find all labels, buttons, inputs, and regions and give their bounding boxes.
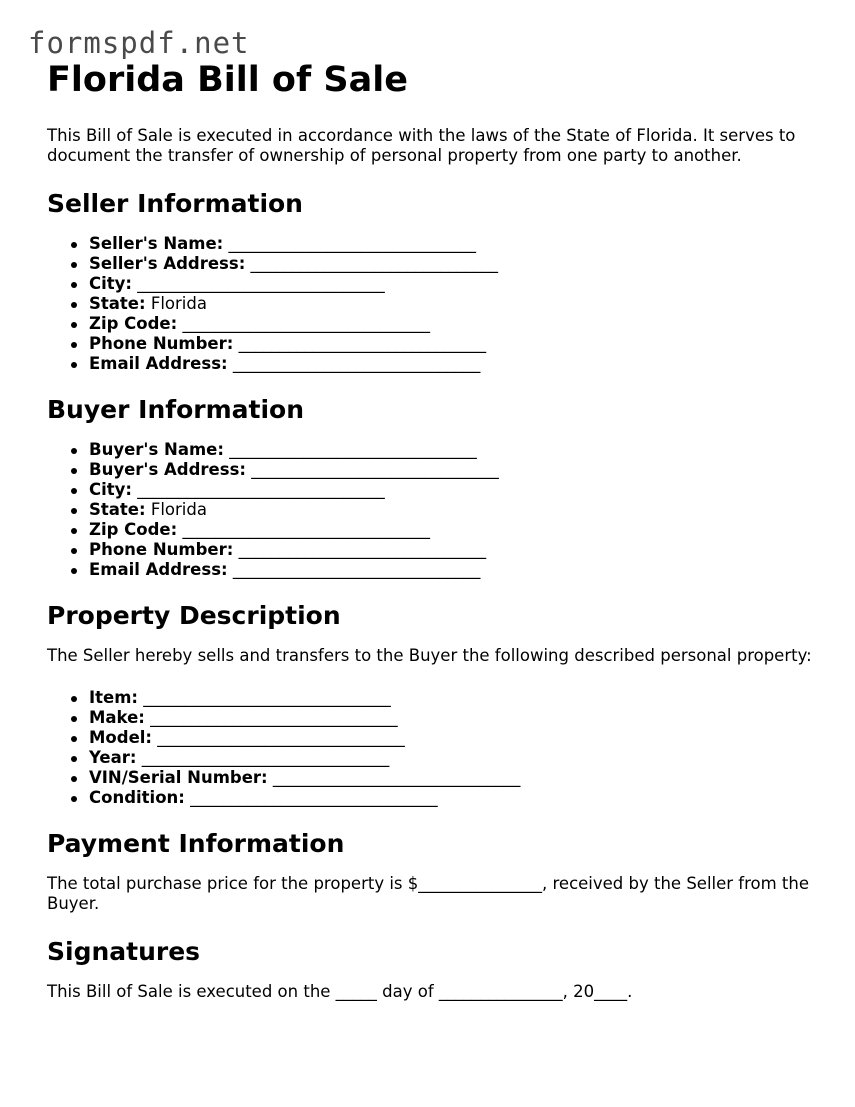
property-intro: The Seller hereby sells and transfers to the Buyer the following described personal property: xyxy=(47,646,812,665)
payment-paragraph: The total purchase price for the property is $_______________, received by the Seller from the Buyer. xyxy=(47,874,810,913)
buyer-city-field[interactable]: City: ______________________________ xyxy=(47,480,827,500)
seller-zip-field[interactable]: Zip Code: ______________________________ xyxy=(47,314,827,334)
seller-field-list xyxy=(47,234,827,374)
property-make-field[interactable]: Make: ______________________________ xyxy=(47,708,827,728)
document-body xyxy=(47,58,827,1024)
watermark: formspdf.net xyxy=(28,26,250,60)
buyer-phone-field[interactable]: Phone Number: ______________________________ xyxy=(47,540,827,560)
seller-city-field[interactable]: City: ______________________________ xyxy=(47,274,827,294)
buyer-state-field: State: Florida xyxy=(47,500,827,520)
buyer-name-field[interactable]: Buyer's Name: ______________________________ xyxy=(47,440,827,460)
buyer-field-list xyxy=(47,440,827,580)
buyer-zip-field[interactable]: Zip Code: ______________________________ xyxy=(47,520,827,540)
buyer-heading: Buyer Information xyxy=(47,395,305,424)
intro-paragraph: This Bill of Sale is executed in accordance with the laws of the State of Florida. It serves to document the transfer of ownership of personal property from one party to another. xyxy=(47,126,796,165)
signatures-heading: Signatures xyxy=(47,937,201,966)
seller-email-field[interactable]: Email Address: ______________________________ xyxy=(47,354,827,374)
buyer-email-field[interactable]: Email Address: ______________________________ xyxy=(47,560,827,580)
property-field-list xyxy=(47,688,827,808)
seller-phone-field[interactable]: Phone Number: ______________________________ xyxy=(47,334,827,354)
property-year-field[interactable]: Year: ______________________________ xyxy=(47,748,827,768)
property-item-field[interactable]: Item: ______________________________ xyxy=(47,688,827,708)
property-condition-field[interactable]: Condition: ______________________________ xyxy=(47,788,827,808)
seller-heading: Seller Information xyxy=(47,189,303,218)
seller-state-field: State: Florida xyxy=(47,294,827,314)
buyer-address-field[interactable]: Buyer's Address: ______________________________ xyxy=(47,460,827,480)
payment-heading: Payment Information xyxy=(47,829,345,858)
property-model-field[interactable]: Model: ______________________________ xyxy=(47,728,827,748)
property-heading: Property Description xyxy=(47,601,341,630)
seller-address-field[interactable]: Seller's Address: ______________________________ xyxy=(47,254,827,274)
page-title: Florida Bill of Sale xyxy=(47,60,408,100)
seller-name-field[interactable]: Seller's Name: ______________________________ xyxy=(47,234,827,254)
property-vin-field[interactable]: VIN/Serial Number: ______________________________ xyxy=(47,768,827,788)
signatures-paragraph: This Bill of Sale is executed on the _____ day of _______________, 20____. xyxy=(47,982,633,1001)
